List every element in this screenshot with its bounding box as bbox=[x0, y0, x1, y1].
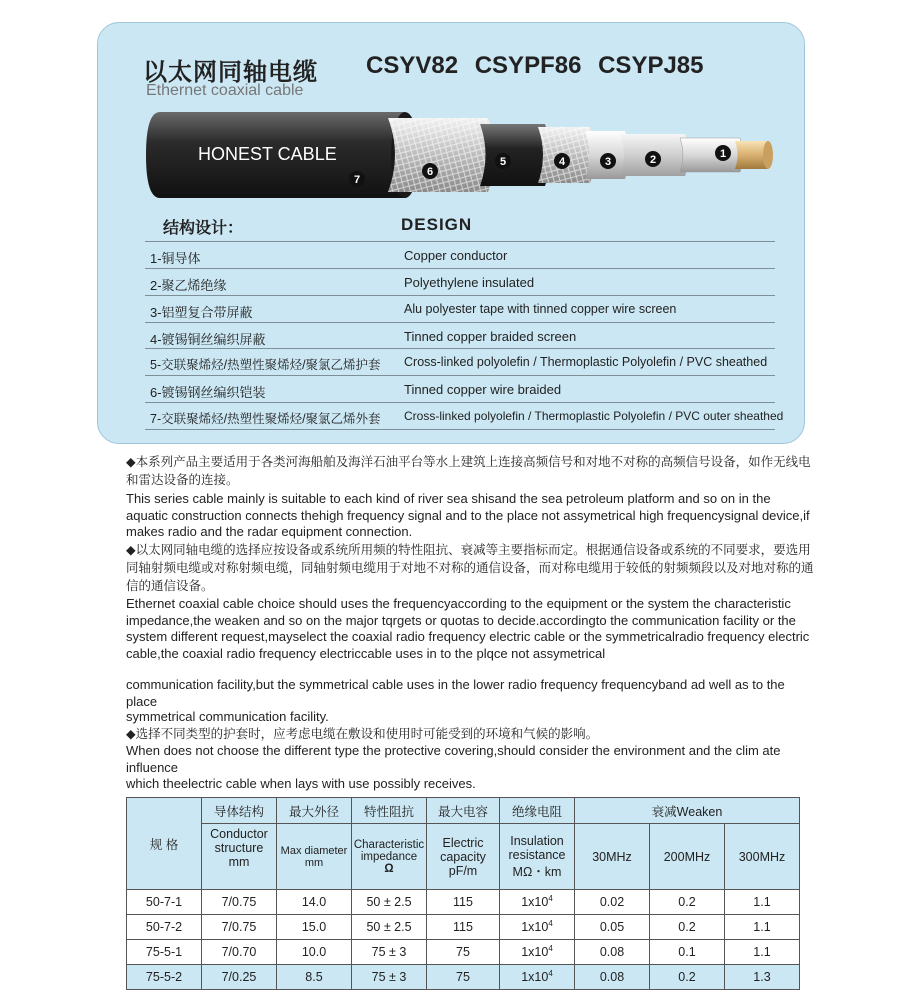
design-row-en: Copper conductor bbox=[404, 248, 508, 263]
col-header-conductor-unit: mm bbox=[228, 855, 250, 869]
cell-300mhz: 1.3 bbox=[725, 965, 800, 990]
col-header-impedance-en: Characteristic impedance bbox=[353, 838, 425, 863]
col-header-conductor-en: Conductor structure bbox=[210, 827, 268, 855]
cell-impedance: 50 ± 2.5 bbox=[352, 890, 427, 915]
table-row bbox=[127, 940, 800, 965]
cell-capacity: 115 bbox=[427, 915, 500, 940]
cell-capacity: 115 bbox=[427, 890, 500, 915]
cell-300mhz: 1.1 bbox=[725, 940, 800, 965]
cell-30mhz: 0.08 bbox=[575, 965, 650, 990]
col-header-insulation bbox=[500, 824, 575, 890]
table-row bbox=[127, 915, 800, 940]
layer-number: 7 bbox=[353, 174, 361, 186]
desc-paragraph-1-cn: ◆本系列产品主要适用于各类河海船舶及海洋石油平台等水上建筑上连接高频信号和对地不对称的高频信号设备，如作无线电和雷达设备的连接。 bbox=[126, 455, 811, 487]
desc-paragraph-2-en-a: Ethernet coaxial cable choice should uses the frequencyaccording to the equipment or the system the characteristic impedance,the weaken and so on the major tqrgets or quotas to decide.accordingto the communication facility or the system different request,mayselect the coaxial radio frequency electric cable or the symmetricalradio frequency electric cable,the coaxial radio frequency electriccable uses in to the plqce not assymetrical bbox=[126, 596, 810, 661]
cell-impedance: 50 ± 2.5 bbox=[352, 915, 427, 940]
cell-insulation-exp: 4 bbox=[548, 969, 553, 979]
desc-paragraph-2-en-c: symmetrical communication facility. bbox=[126, 709, 329, 724]
desc-paragraph-2-cn: ◆以太网同轴电缆的选择应按设备或系统所用频的特性阻抗、衰减等主要指标而定。根据通信设备或系统的不同要求，要选用同轴射频电缆或对称射频电缆，同轴射频电缆用于对地不对称的通信设备，而对称电缆用于较低的射频频段以及对地对称的通信的通信设备。 bbox=[126, 543, 814, 593]
col-header-capacity-unit: pF/m bbox=[448, 863, 478, 878]
cell-insulation-base: 1x10 bbox=[521, 945, 549, 960]
design-row-en: Polyethylene insulated bbox=[404, 275, 535, 290]
design-row-cn: 3-铝塑复合带屏蔽 bbox=[150, 305, 253, 320]
design-row bbox=[145, 348, 775, 375]
col-header-capacity-cn: 最大电容 bbox=[427, 798, 500, 824]
cell-insulation-exp: 4 bbox=[548, 944, 553, 954]
cell-capacity: 75 bbox=[427, 965, 500, 990]
design-row-en: Tinned copper wire braided bbox=[404, 382, 562, 397]
col-header-diameter-cn: 最大外径 bbox=[277, 798, 352, 824]
page-title-cn: 以太网同轴电缆 bbox=[143, 59, 318, 86]
design-divider bbox=[145, 429, 775, 430]
col-header-diameter bbox=[277, 824, 352, 890]
cell-30mhz: 0.05 bbox=[575, 915, 650, 940]
design-row-en: Tinned copper braided screen bbox=[404, 329, 577, 344]
layer-number: 4 bbox=[558, 156, 566, 168]
design-row-cn: 2-聚乙烯绝缘 bbox=[150, 278, 227, 293]
cell-200mhz: 0.2 bbox=[650, 965, 725, 990]
col-header-capacity-en: Electric capacity bbox=[440, 835, 486, 864]
cell-insulation-base: 1x10 bbox=[521, 970, 549, 985]
design-row-cn: 6-镀锡钢丝编织铠装 bbox=[150, 385, 266, 400]
design-row-cn: 7-交联聚烯烃/热塑性聚烯烃/聚氯乙烯外套 bbox=[150, 412, 381, 426]
col-header-diameter-en: Max diameter bbox=[280, 844, 348, 857]
cell-insulation bbox=[500, 965, 575, 990]
design-row-cn: 4-镀锡铜丝编织屏蔽 bbox=[150, 332, 266, 347]
cable-brand-label: HONEST CABLE bbox=[198, 144, 337, 164]
col-header-impedance bbox=[352, 824, 427, 890]
col-header-conductor-cn: 导体结构 bbox=[202, 798, 277, 824]
design-row bbox=[145, 375, 775, 402]
cell-conductor: 7/0.70 bbox=[202, 940, 277, 965]
cell-diameter: 15.0 bbox=[277, 915, 352, 940]
col-header-impedance-unit: Ω bbox=[384, 862, 394, 875]
col-header-diameter-unit: mm bbox=[304, 856, 324, 869]
design-row-cn: 5-交联聚烯烃/热塑性聚烯烃/聚氯乙烯护套 bbox=[150, 358, 381, 372]
design-row bbox=[145, 268, 775, 295]
col-header-conductor bbox=[202, 824, 277, 890]
cell-spec: 50-7-1 bbox=[127, 890, 202, 915]
design-heading-en: DESIGN bbox=[401, 215, 473, 234]
design-heading-cn: 结构设计： bbox=[163, 220, 244, 237]
cell-conductor: 7/0.75 bbox=[202, 915, 277, 940]
design-row bbox=[145, 241, 775, 268]
cell-insulation-exp: 4 bbox=[548, 919, 553, 929]
table-row bbox=[127, 890, 800, 915]
cell-impedance: 75 ± 3 bbox=[352, 940, 427, 965]
design-row-cn: 1-铜导体 bbox=[150, 251, 201, 266]
design-row-en: Cross-linked polyolefin / Thermoplastic Polyolefin / PVC outer sheathed bbox=[404, 409, 784, 423]
cell-300mhz: 1.1 bbox=[725, 915, 800, 940]
cell-30mhz: 0.08 bbox=[575, 940, 650, 965]
layer-number: 5 bbox=[499, 156, 507, 168]
cell-300mhz: 1.1 bbox=[725, 890, 800, 915]
table-row bbox=[127, 965, 800, 990]
desc-paragraph-3-en-b: which theelectric cable when lays with use possibly receives. bbox=[126, 776, 476, 791]
cell-impedance: 75 ± 3 bbox=[352, 965, 427, 990]
design-row-en: Cross-linked polyolefin / Thermoplastic Polyolefin / PVC sheathed bbox=[404, 355, 768, 369]
col-header-weaken: 衰减Weaken bbox=[575, 798, 800, 824]
cell-conductor: 7/0.75 bbox=[202, 890, 277, 915]
cell-diameter: 14.0 bbox=[277, 890, 352, 915]
cell-spec: 75-5-2 bbox=[127, 965, 202, 990]
col-header-spec: 规 格 bbox=[127, 798, 202, 890]
col-header-300mhz: 300MHz bbox=[725, 824, 800, 890]
cell-insulation bbox=[500, 890, 575, 915]
col-header-insulation-cn: 绝缘电阻 bbox=[500, 798, 575, 824]
cell-200mhz: 0.2 bbox=[650, 915, 725, 940]
col-header-30mhz: 30MHz bbox=[575, 824, 650, 890]
cell-insulation bbox=[500, 940, 575, 965]
page-title-en: Ethernet coaxial cable bbox=[146, 82, 304, 99]
cell-insulation-exp: 4 bbox=[548, 894, 553, 904]
col-header-capacity bbox=[427, 824, 500, 890]
cell-spec: 75-5-1 bbox=[127, 940, 202, 965]
desc-paragraph-1-en: This series cable mainly is suitable to each kind of river sea shisand the sea petroleum platform and so on in the aquatic construction connects thehigh frequency signal and to the place not assymetrical high frequencysignal device,if makes radio and the radar equipment connection. bbox=[126, 491, 810, 539]
design-row bbox=[145, 295, 775, 322]
cell-diameter: 10.0 bbox=[277, 940, 352, 965]
layer-number: 1 bbox=[719, 148, 727, 160]
design-row bbox=[145, 402, 784, 429]
col-header-insulation-unit: MΩ・km bbox=[512, 864, 562, 879]
cell-conductor: 7/0.25 bbox=[202, 965, 277, 990]
layer-number: 6 bbox=[426, 166, 434, 178]
col-header-insulation-en: Insulation resistance bbox=[508, 833, 566, 862]
design-row-en: Alu polyester tape with tinned copper wire screen bbox=[404, 302, 677, 316]
cell-spec: 50-7-2 bbox=[127, 915, 202, 940]
cell-200mhz: 0.2 bbox=[650, 890, 725, 915]
cell-insulation-base: 1x10 bbox=[521, 920, 549, 935]
col-header-200mhz: 200MHz bbox=[650, 824, 725, 890]
cell-capacity: 75 bbox=[427, 940, 500, 965]
cell-insulation-base: 1x10 bbox=[521, 895, 549, 910]
spec-table bbox=[126, 797, 800, 990]
desc-paragraph-2-en-b: communication facility,but the symmetrical cable uses in the lower radio frequency frequencyband ad well as to the place bbox=[126, 677, 785, 709]
cell-insulation bbox=[500, 915, 575, 940]
model-numbers: CSYV82 CSYPF86 CSYPJ85 bbox=[366, 52, 704, 79]
cable-cross-section-illustration bbox=[140, 100, 790, 210]
col-header-impedance-cn: 特性阻抗 bbox=[352, 798, 427, 824]
cell-30mhz: 0.02 bbox=[575, 890, 650, 915]
cell-200mhz: 0.1 bbox=[650, 940, 725, 965]
desc-paragraph-3-cn: ◆选择不同类型的护套时，应考虑电缆在敷设和使用时可能受到的环境和气候的影响。 bbox=[126, 727, 599, 741]
layer-number: 2 bbox=[649, 154, 657, 166]
desc-paragraph-3-en-a: When does not choose the different type the protective covering,should consider the environment and the clim ate influence bbox=[126, 743, 781, 775]
cell-diameter: 8.5 bbox=[277, 965, 352, 990]
design-row bbox=[145, 322, 775, 349]
layer-number: 3 bbox=[604, 156, 612, 168]
